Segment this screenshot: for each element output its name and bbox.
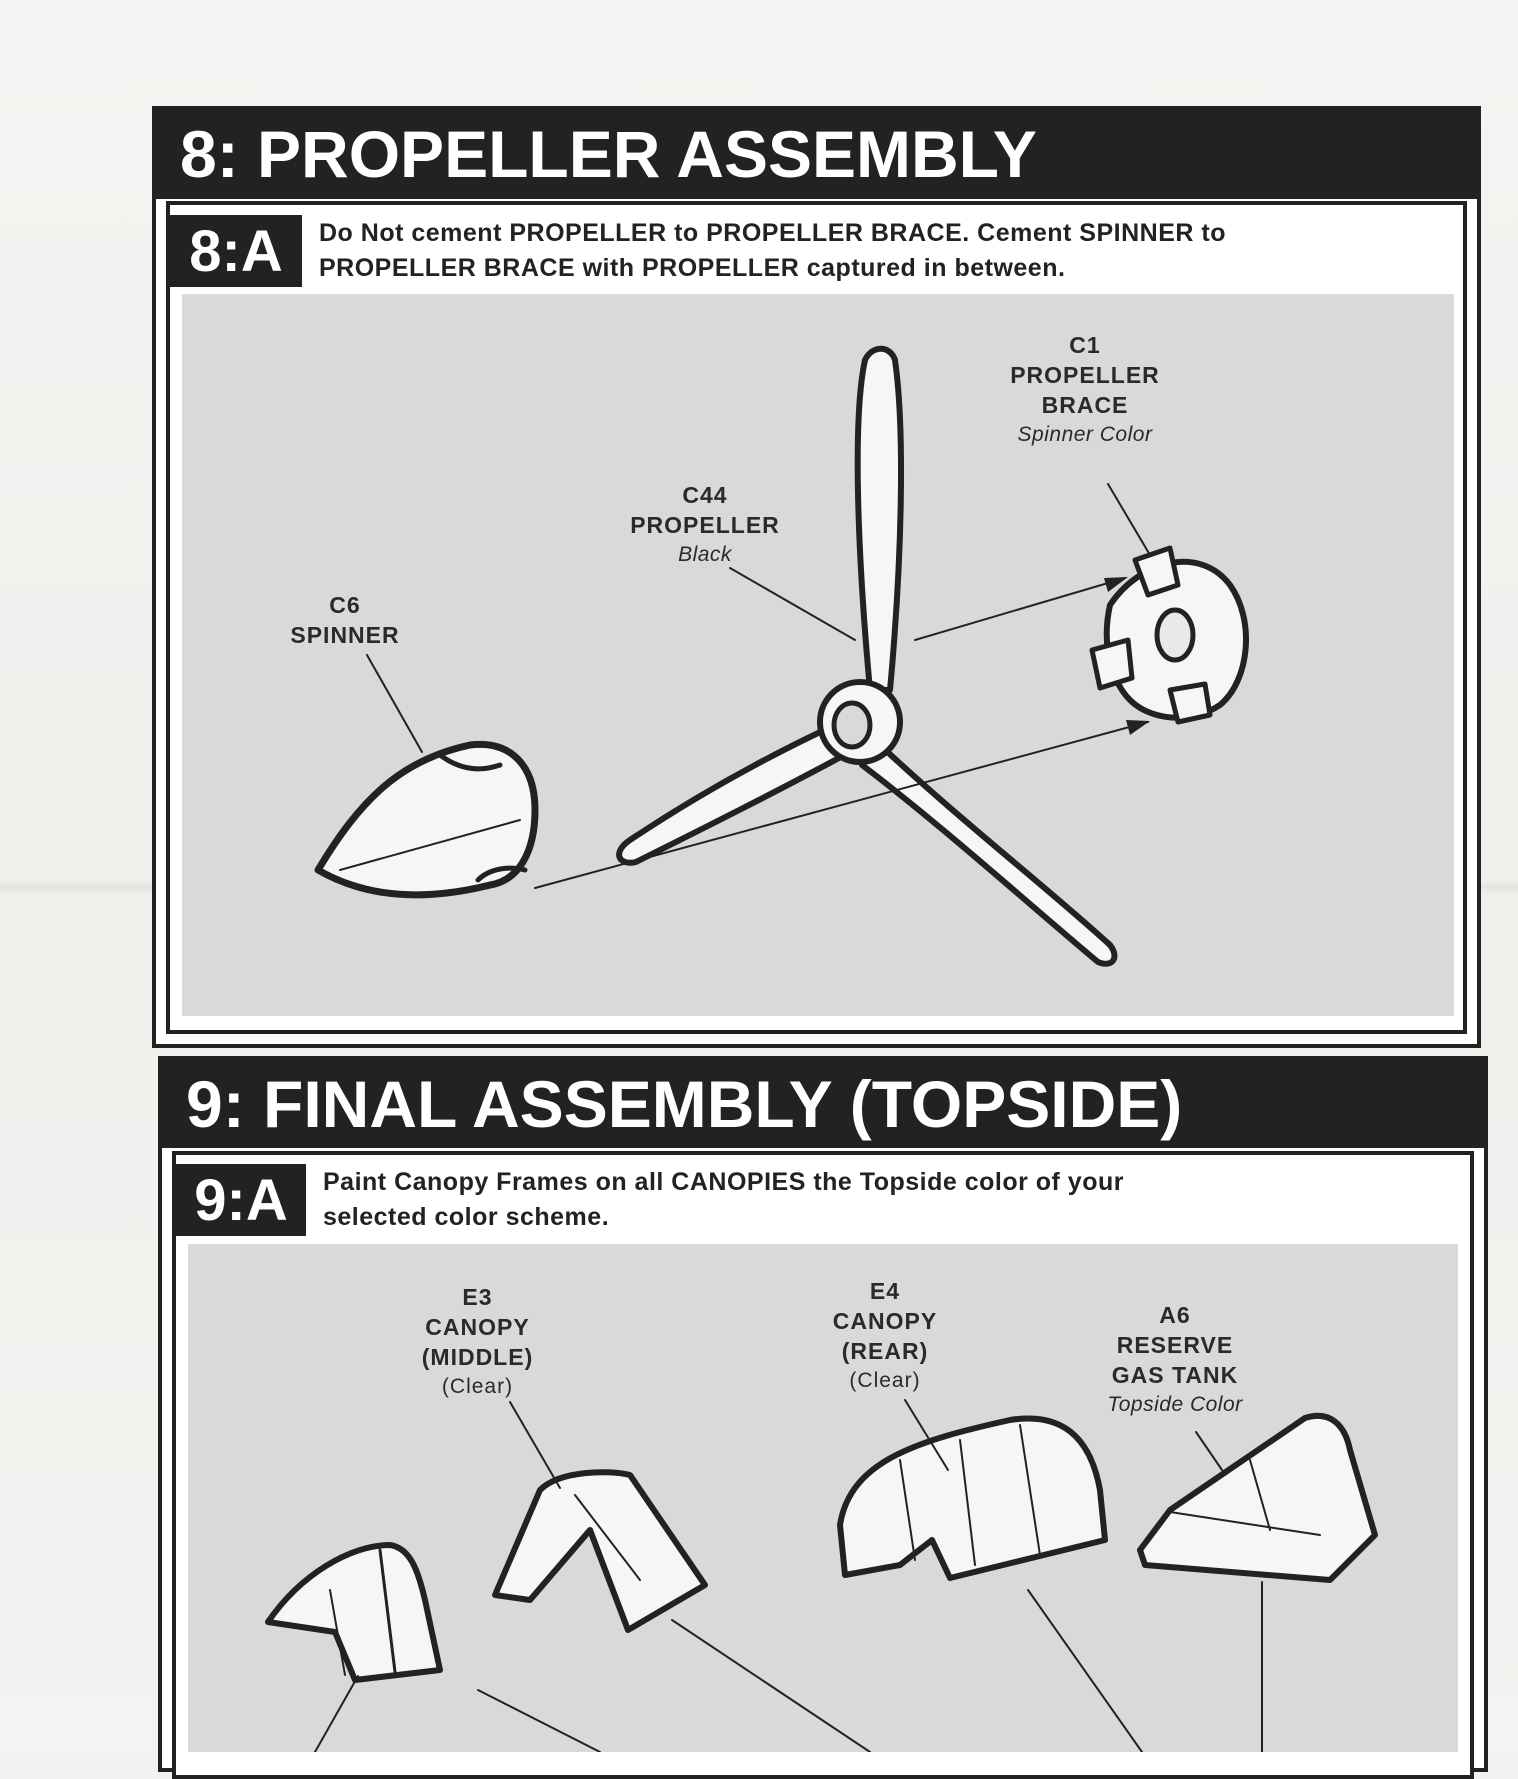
label-e4-code: E4 bbox=[869, 1278, 901, 1304]
label-c44-code: C44 bbox=[682, 482, 728, 508]
label-c6-code: C6 bbox=[329, 592, 361, 618]
label-a6-gas-tank bbox=[1075, 1300, 1275, 1420]
label-e3-color: (Clear) bbox=[441, 1375, 514, 1398]
label-e4-canopy-rear bbox=[790, 1276, 980, 1396]
label-e3-position: (MIDDLE) bbox=[421, 1344, 534, 1370]
label-c6-name: SPINNER bbox=[290, 622, 400, 648]
canopy-rear-part bbox=[840, 1418, 1105, 1578]
section-9-title: 9: FINAL ASSEMBLY (TOPSIDE) bbox=[186, 1067, 1183, 1141]
step-8a-instruction-line-2: PROPELLER BRACE with PROPELLER captured in between. bbox=[319, 254, 1066, 282]
canopy-middle-part bbox=[495, 1472, 705, 1630]
section-8-title: 8: PROPELLER ASSEMBLY bbox=[180, 117, 1037, 191]
step-9a-instruction-line-1: Paint Canopy Frames on all CANOPIES the Topside color of your bbox=[323, 1168, 1124, 1196]
label-a6-color: Topside Color bbox=[1107, 1393, 1243, 1416]
label-c44-color: Black bbox=[678, 543, 732, 566]
label-c1-name-1: PROPELLER bbox=[1010, 362, 1160, 388]
label-c1-color: Spinner Color bbox=[1017, 423, 1153, 446]
label-a6-name-2: GAS TANK bbox=[1111, 1362, 1239, 1388]
step-9a-instruction-line-2: selected color scheme. bbox=[323, 1203, 610, 1231]
label-e3-canopy-middle bbox=[385, 1282, 570, 1402]
label-e4-color: (Clear) bbox=[849, 1369, 921, 1392]
label-c44-name: PROPELLER bbox=[630, 512, 780, 538]
canopy-front-part bbox=[268, 1545, 440, 1680]
step-8a-badge: 8:A bbox=[170, 215, 302, 287]
label-a6-name-1: RESERVE bbox=[1116, 1332, 1234, 1358]
label-e3-code: E3 bbox=[462, 1284, 493, 1310]
label-e4-name: CANOPY bbox=[832, 1308, 938, 1334]
label-e3-name: CANOPY bbox=[425, 1314, 530, 1340]
step-8a-instruction-line-1: Do Not cement PROPELLER to PROPELLER BRACE. Cement SPINNER to bbox=[319, 219, 1226, 247]
label-c1-code: C1 bbox=[1069, 332, 1101, 358]
label-c1-name-2: BRACE bbox=[1041, 392, 1129, 418]
label-e4-position: (REAR) bbox=[841, 1338, 929, 1364]
step-9a-badge: 9:A bbox=[176, 1164, 306, 1236]
label-a6-code: A6 bbox=[1159, 1302, 1191, 1328]
gas-tank-part bbox=[1140, 1416, 1375, 1580]
